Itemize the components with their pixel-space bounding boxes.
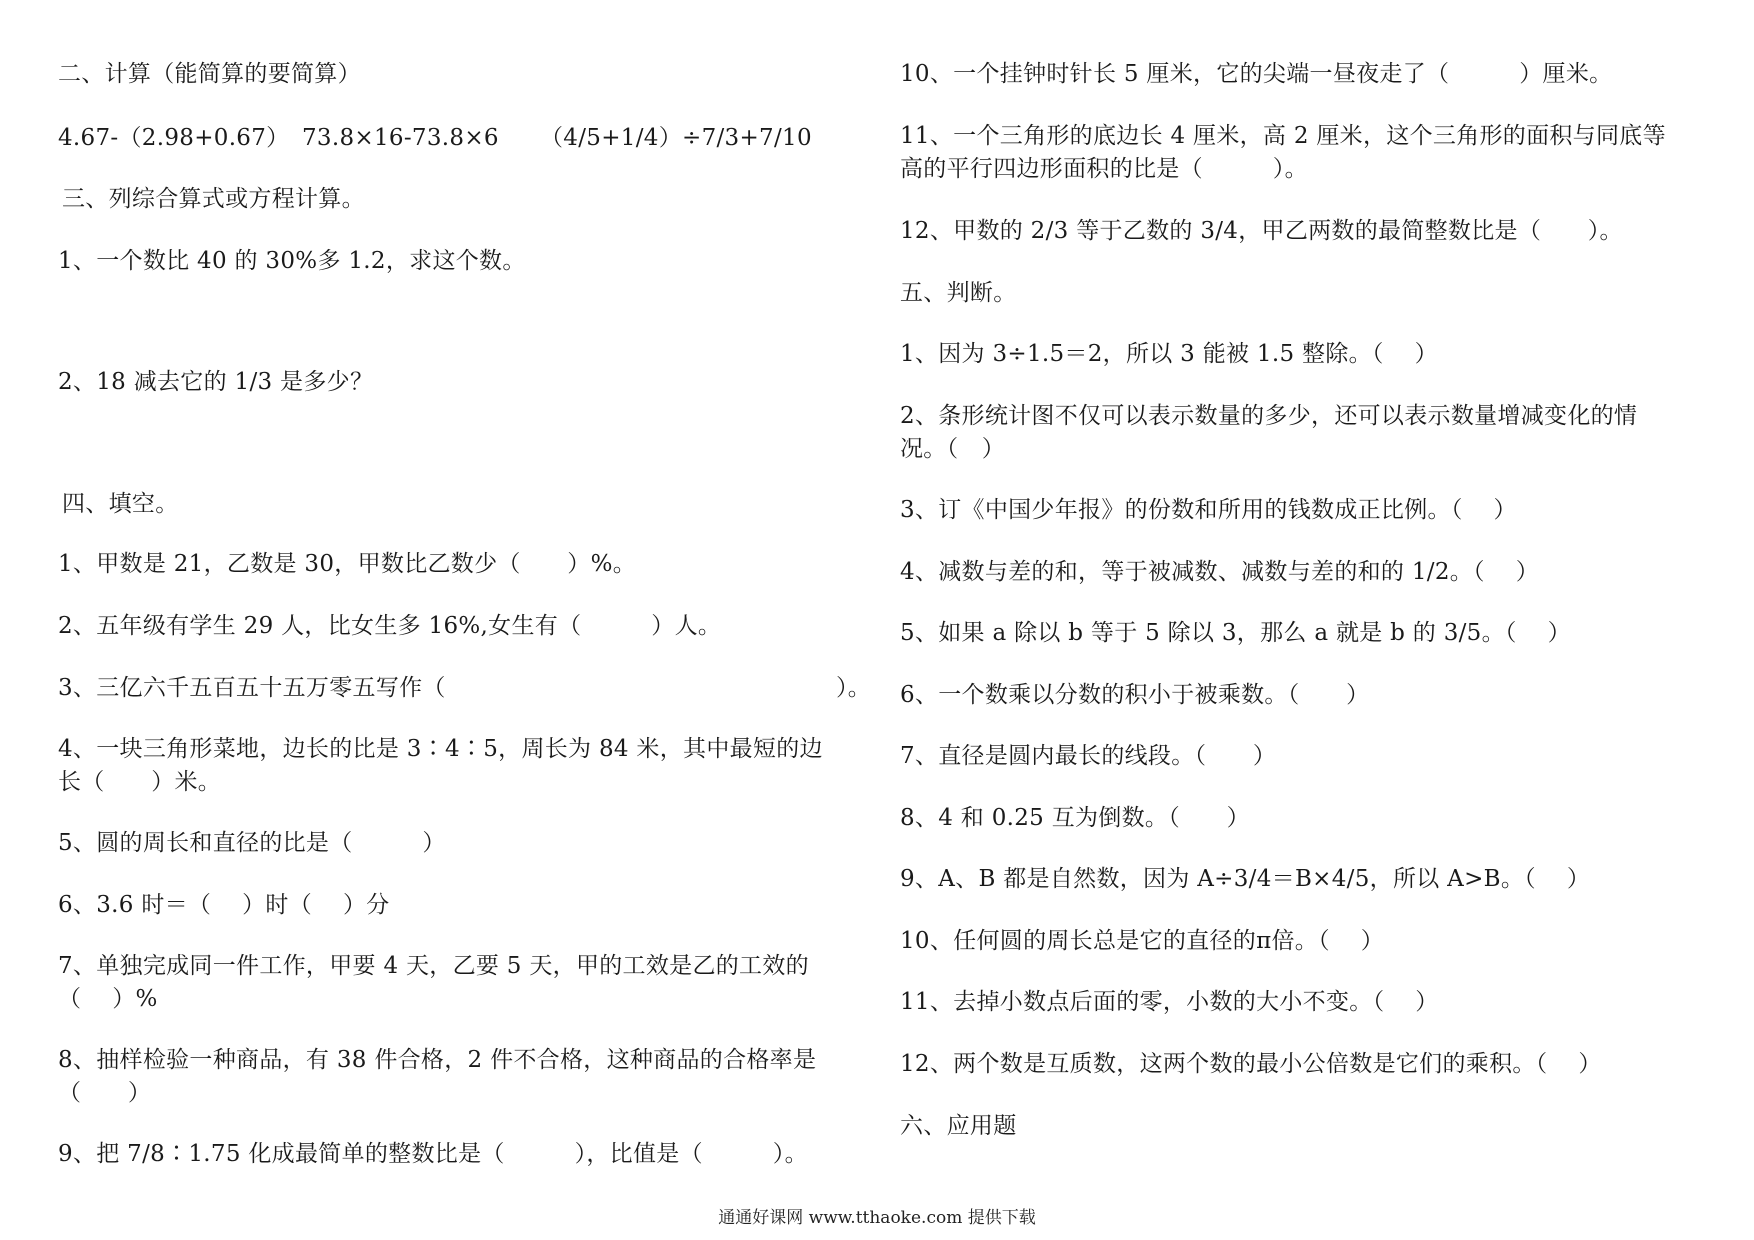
fill-question-8-line-1: 8、抽样检验一种商品，有 38 件合格，2 件不合格，这种商品的合格率是 xyxy=(58,1047,817,1073)
calc-expression-1: 4.67-（2.98+0.67） xyxy=(58,125,290,151)
fill-question-12: 12、甲数的 2/3 等于乙数的 3/4，甲乙两数的最简整数比是（ ）。 xyxy=(900,218,1623,244)
section-6-heading: 六、应用题 xyxy=(900,1113,1017,1139)
calc-expression-3: （4/5+1/4）÷7/3+7/10 xyxy=(540,125,812,151)
fill-question-1: 1、甲数是 21，乙数是 30，甲数比乙数少（ ）%。 xyxy=(58,551,637,577)
section-3-question-1: 1、一个数比 40 的 30%多 1.2，求这个数。 xyxy=(58,248,526,274)
judge-question-7: 7、直径是圆内最长的线段。（ ） xyxy=(900,743,1277,769)
section-3-question-2: 2、18 减去它的 1/3 是多少？ xyxy=(58,369,374,395)
judge-question-4: 4、减数与差的和，等于被减数、减数与差的和的 1/2。（ ） xyxy=(900,559,1540,585)
calc-expression-2: 73.8×16-73.8×6 xyxy=(302,125,499,151)
footer-download-note: 通通好课网 www.tthaoke.com 提供下载 xyxy=(718,1208,1036,1228)
judge-question-2-line-2: 况。（ ） xyxy=(900,436,1005,462)
judge-question-1: 1、因为 3÷1.5＝2，所以 3 能被 1.5 整除。（ ） xyxy=(900,341,1438,367)
fill-question-5: 5、圆的周长和直径的比是（ ） xyxy=(58,830,446,856)
judge-question-8: 8、4 和 0.25 互为倒数。（ ） xyxy=(900,805,1250,831)
judge-question-6: 6、一个数乘以分数的积小于被乘数。（ ） xyxy=(900,682,1370,708)
fill-question-10: 10、一个挂钟时针长 5 厘米，它的尖端一昼夜走了（ ）厘米。 xyxy=(900,61,1613,87)
fill-question-7-line-2: （ ）% xyxy=(58,986,158,1012)
fill-question-3: 3、三亿六千五百五十五万零五写作（ xyxy=(58,675,446,701)
judge-question-11: 11、去掉小数点后面的零，小数的大小不变。（ ） xyxy=(900,989,1439,1015)
fill-question-6: 6、3.6 时＝（ ）时（ ）分 xyxy=(58,892,390,918)
fill-question-8-line-2: （ ） xyxy=(58,1080,152,1106)
judge-question-3: 3、订《中国少年报》的份数和所用的钱数成正比例。（ ） xyxy=(900,497,1517,523)
fill-question-7-line-1: 7、单独完成同一件工作，甲要 4 天，乙要 5 天，甲的工效是乙的工效的 xyxy=(58,953,809,979)
judge-question-10: 10、任何圆的周长总是它的直径的π倍。（ ） xyxy=(900,928,1385,954)
judge-question-9: 9、A、B 都是自然数，因为 A÷3/4＝B×4/5，所以 A>B。（ ） xyxy=(900,866,1591,892)
section-4-heading: 四、填空。 xyxy=(62,491,179,517)
section-3-heading: 三、列综合算式或方程计算。 xyxy=(62,186,365,212)
section-5-heading: 五、判断。 xyxy=(900,280,1017,306)
fill-question-2: 2、五年级有学生 29 人，比女生多 16%,女生有（ ）人。 xyxy=(58,613,722,639)
fill-question-11-line-2: 高的平行四边形面积的比是（ ）。 xyxy=(900,156,1308,182)
fill-question-9: 9、把 7/8∶1.75 化成最简单的整数比是（ ），比值是（ ）。 xyxy=(58,1141,808,1167)
section-2-heading: 二、计算（能简算的要简算） xyxy=(58,61,361,87)
fill-question-4-line-1: 4、一块三角形菜地，边长的比是 3∶4∶5，周长为 84 米，其中最短的边 xyxy=(58,736,823,762)
judge-question-5: 5、如果 a 除以 b 等于 5 除以 3，那么 a 就是 b 的 3/5。（ ） xyxy=(900,620,1571,646)
judge-question-2-line-1: 2、条形统计图不仅可以表示数量的多少，还可以表示数量增减变化的情 xyxy=(900,403,1638,429)
fill-question-4-line-2: 长（ ）米。 xyxy=(58,769,222,795)
fill-question-3-end: ）。 xyxy=(836,675,872,701)
judge-question-12: 12、两个数是互质数，这两个数的最小公倍数是它们的乘积。（ ） xyxy=(900,1051,1602,1077)
fill-question-11-line-1: 11、一个三角形的底边长 4 厘米，高 2 厘米，这个三角形的面积与同底等 xyxy=(900,123,1666,149)
